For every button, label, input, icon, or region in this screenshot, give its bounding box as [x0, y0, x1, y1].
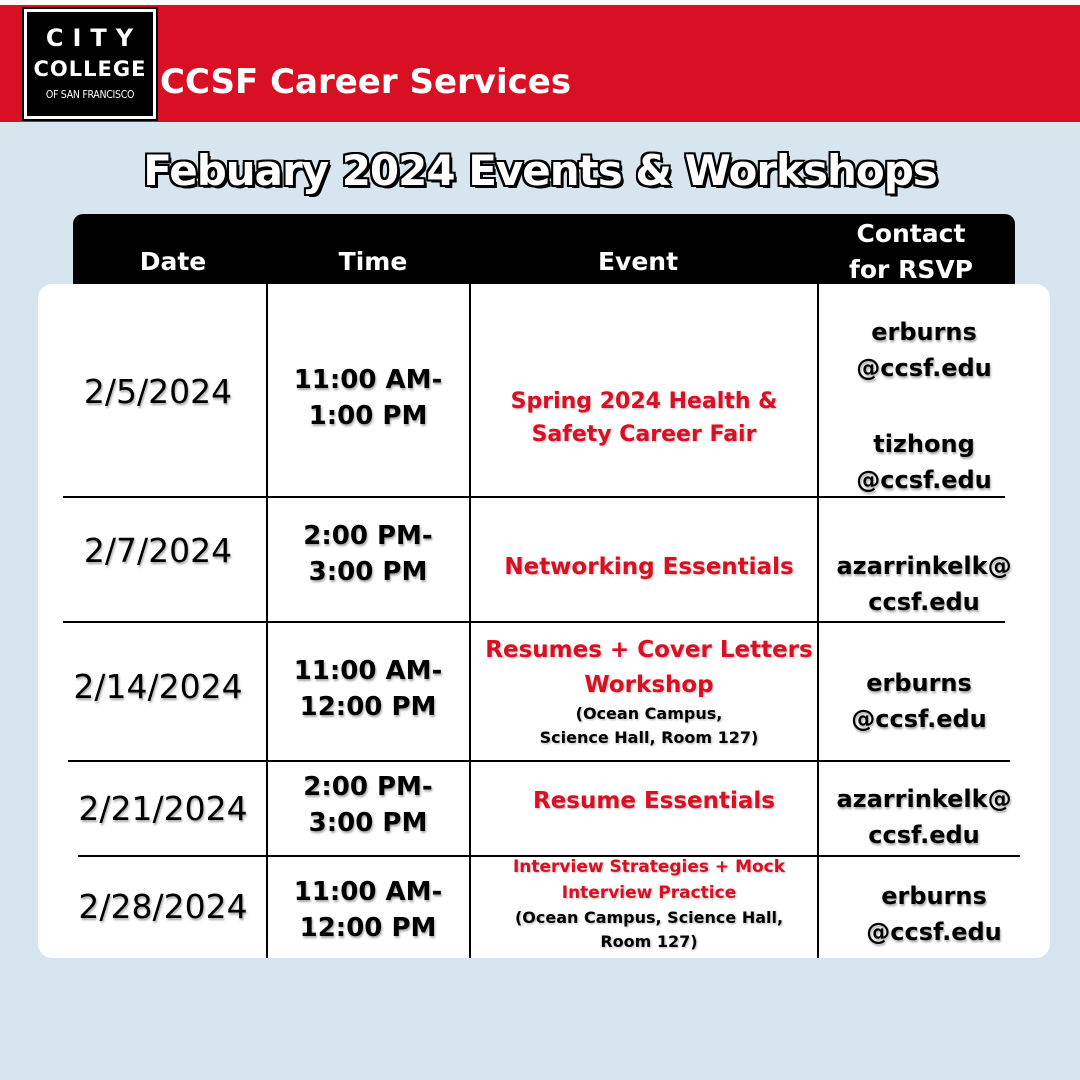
logo-line-sf: OF SAN FRANCISCO [45, 89, 135, 101]
row-time: 11:00 AM- 1:00 PM [293, 365, 443, 432]
row-contact: erburns @ccsf.edu [851, 669, 987, 733]
row-event: Resume Essentials [533, 788, 775, 814]
row-date: 2/5/2024 [83, 372, 233, 411]
logo-line-city: CITY [45, 24, 143, 52]
row-date: 2/14/2024 [73, 667, 243, 706]
row-date: 2/21/2024 [78, 789, 248, 828]
header-banner [0, 5, 1080, 122]
row-divider [68, 760, 1010, 762]
row-time: 11:00 AM- 12:00 PM [293, 877, 443, 944]
page-title: Febuary 2024 Events & Workshops [143, 146, 937, 195]
row-date: 2/28/2024 [78, 887, 248, 926]
col-header-event: Event [597, 247, 679, 276]
row-time: 11:00 AM- 12:00 PM [293, 656, 443, 723]
brand-title: CCSF Career Services [160, 62, 572, 102]
row-event: Networking Essentials [504, 554, 794, 580]
col-header-time: Time [338, 247, 408, 276]
col-header-date: Date [139, 247, 207, 276]
ccsf-logo [24, 9, 156, 119]
row-contact: erburns @ccsf.edu tizhong @ccsf.edu [856, 318, 992, 494]
events-table [38, 284, 1050, 958]
col-header-contact: Contact for RSVP [848, 219, 973, 285]
row-contact: azarrinkelk@ ccsf.edu [836, 552, 1012, 616]
row-event: Spring 2024 Health & Safety Career Fair [510, 389, 778, 447]
row-event: Resumes + Cover Letters Workshop (Ocean Campus, Science Hall, Room 127) [485, 637, 813, 747]
row-divider [63, 621, 1005, 623]
row-date: 2/7/2024 [83, 531, 233, 570]
row-time: 2:00 PM- 3:00 PM [303, 521, 433, 588]
row-event: Interview Strategies + Mock Interview Practice (Ocean Campus, Science Hall, Room 127) [512, 857, 786, 951]
row-contact: azarrinkelk@ ccsf.edu [836, 785, 1012, 849]
logo-line-college: COLLEGE [33, 57, 147, 81]
row-contact: erburns @ccsf.edu [866, 882, 1002, 946]
row-time: 2:00 PM- 3:00 PM [303, 772, 433, 839]
